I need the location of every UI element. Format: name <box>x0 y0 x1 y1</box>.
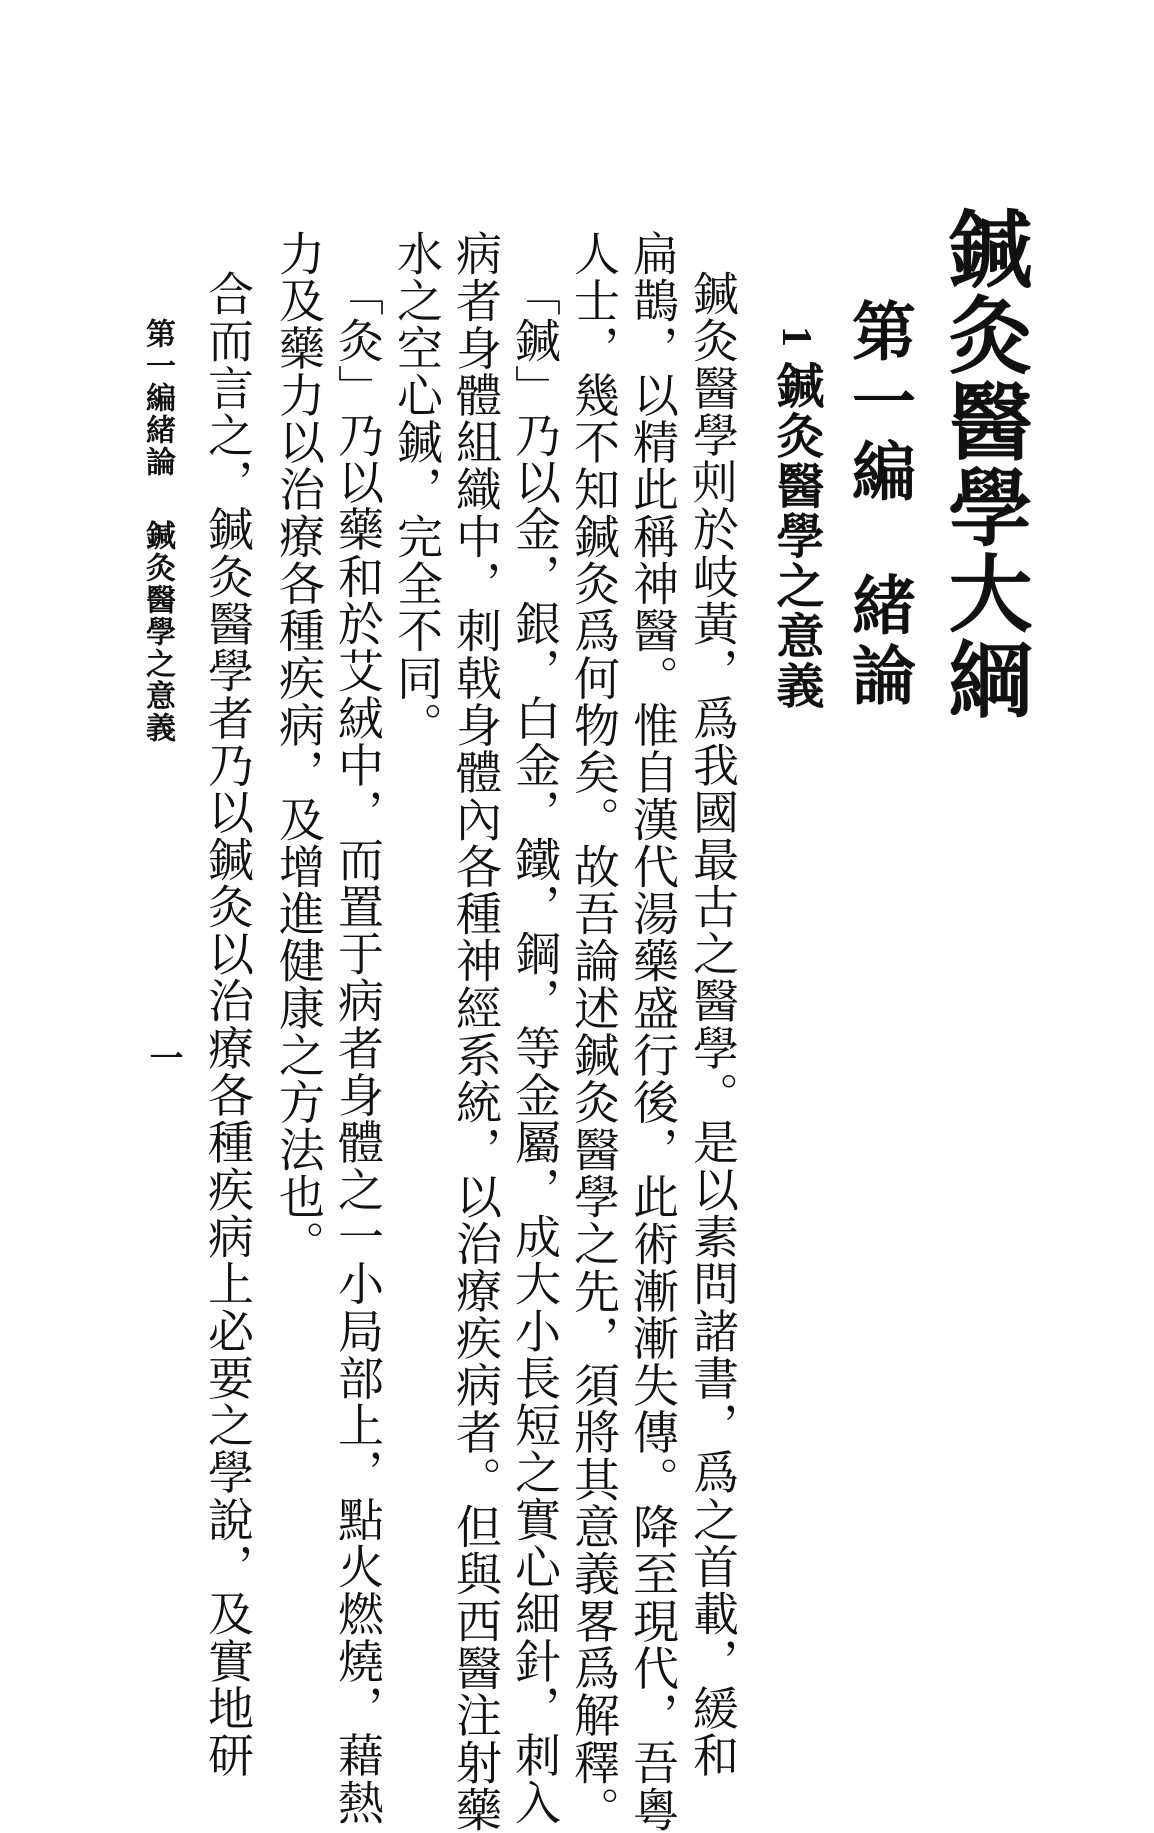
text-column-3: 人士，幾不知鍼灸爲何物矣。故吾論述鍼灸醫學之先，須將其意義畧爲解釋。 <box>567 230 621 1833</box>
section-title: 鍼灸醫學之意義 <box>768 361 824 711</box>
text-column-1: 鍼灸醫學𠜇於岐黃，爲我國最古之醫學。是以素問諸書，爲之首載，緩和 <box>686 270 740 1779</box>
text-column-4: 「鍼」乃以金，銀，白金，鐵，鋼，等金屬，成大小長短之實心細針，刺入 <box>508 270 562 1826</box>
text-column-9: 合而言之，鍼灸醫學者乃以鍼灸以治療各種疾病上必要之學說，及實地研 <box>201 270 255 1779</box>
text-column-8: 力及藥力以治療各種疾病，及增進健康之方法也。 <box>272 230 326 1268</box>
text-column-7: 「灸」乃以藥和於艾絨中，而置于病者身體之一小局部上，點火燃燒，藉熱 <box>331 270 385 1826</box>
text-column-6: 水之空心鍼，完全不同。 <box>390 230 444 749</box>
running-footer-part: 第一編緒論 <box>140 318 175 478</box>
page-number: 一 <box>143 1040 183 1074</box>
text-column-5: 病者身體組織中，刺戟身體內各種神經系統，以治療疾病者。但與西醫注射藥 <box>449 230 503 1833</box>
book-title: 鍼灸醫學大綱 <box>935 206 1034 722</box>
part-title <box>841 298 916 712</box>
running-footer-section: 鍼灸醫學之意義 <box>140 520 175 744</box>
part-name: 緒論 <box>841 572 916 712</box>
part-number: 第一編 <box>841 298 916 508</box>
section-heading <box>768 326 824 711</box>
text-column-2: 扁鵲，以精此稱神醫。惟自漢代湯藥盛行後，此術漸漸失傳。降至現代，吾粵 <box>626 230 680 1833</box>
section-number: 1 <box>773 326 819 349</box>
